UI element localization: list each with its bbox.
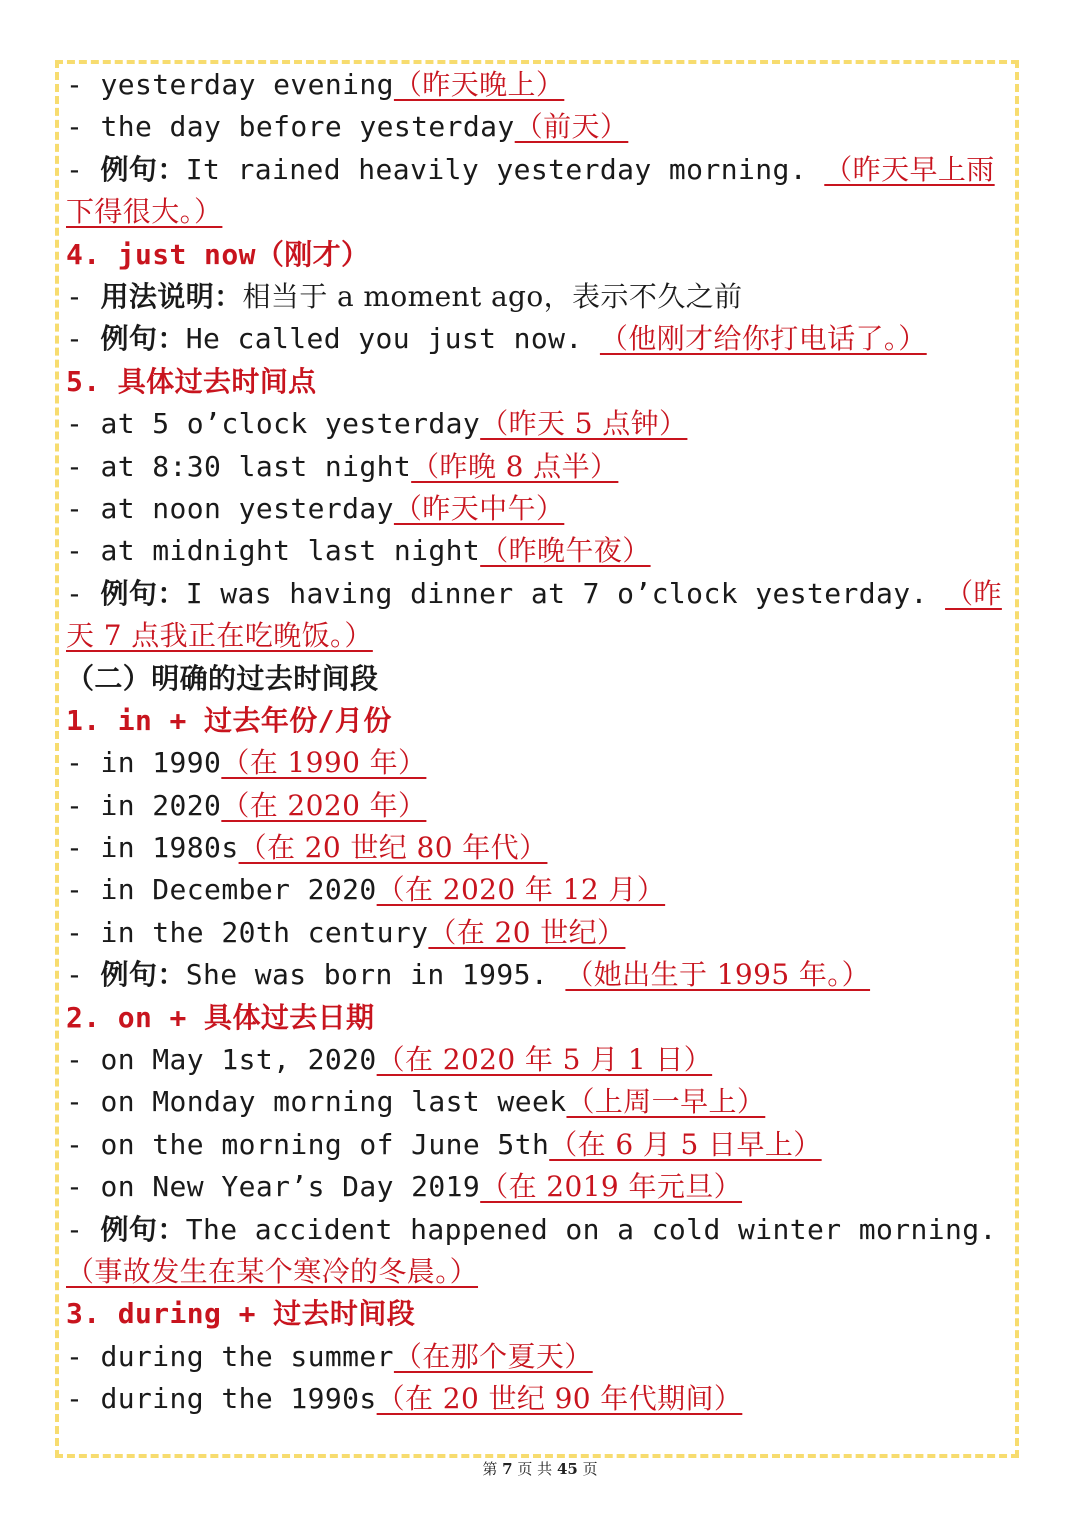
doc-line-item: [66, 64, 1018, 106]
phrase-text: - on the morning of June 5th: [66, 1127, 550, 1161]
translation-answer: （昨天中午）: [393, 491, 565, 525]
dash: -: [66, 576, 101, 610]
phrase-text: - during the summer: [66, 1339, 394, 1373]
doc-line-item: [66, 742, 1018, 784]
phrase-text: - yesterday evening: [66, 68, 394, 101]
phrase-text: - at 5 o’clock yesterday: [66, 407, 481, 441]
phrase-text: - in the 20th century: [66, 915, 429, 949]
doc-line-item: [66, 827, 1018, 869]
example-label: 例句：: [100, 1212, 186, 1246]
example-label: 例句：: [100, 322, 186, 356]
doc-line-example: [66, 954, 1018, 996]
translation-answer: （昨天早上雨下得很大。）: [66, 152, 995, 229]
doc-line-example: [66, 149, 1018, 234]
dash: -: [66, 958, 101, 992]
translation-answer: （前天）: [514, 110, 629, 144]
part-title: （二）明确的过去时间段: [66, 661, 379, 695]
doc-line-example: [66, 573, 1018, 658]
translation-answer: （在 20 世纪 90 年代期间）: [376, 1382, 743, 1416]
translation-answer: （在 1990 年）: [221, 746, 427, 780]
dash: -: [66, 279, 101, 313]
spacer: [928, 577, 945, 610]
example-sentence: I was having dinner at 7 o’clock yesterday.: [185, 576, 928, 610]
translation-answer: （在 20 世纪）: [428, 915, 626, 949]
doc-line-item: [66, 1124, 1018, 1166]
doc-line-heading: [66, 700, 1018, 742]
phrase-text: - during the 1990s: [66, 1382, 377, 1416]
doc-line-item: [66, 106, 1018, 148]
phrase-text: - on New Year’s Day 2019: [66, 1170, 481, 1204]
translation-answer: （昨天 7 点我正在吃晚饭。）: [66, 576, 1002, 653]
translation-answer: （昨晚午夜）: [480, 534, 651, 568]
footer-page-number: 7: [502, 1460, 513, 1478]
example-sentence: It rained heavily yesterday morning.: [185, 152, 807, 186]
footer-total-pages: 45: [556, 1460, 578, 1478]
doc-line-item: [66, 446, 1018, 488]
translation-answer: （在 6 月 5 日早上）: [549, 1127, 822, 1161]
doc-line-item: [66, 1378, 1018, 1420]
doc-line-section: [66, 658, 1018, 700]
doc-line-item: [66, 785, 1018, 827]
phrase-text: - at 8:30 last night: [66, 449, 412, 483]
doc-line-heading: [66, 997, 1018, 1039]
translation-answer: （在 20 世纪 80 年代）: [238, 831, 548, 865]
spacer: [548, 958, 565, 991]
footer-suffix: 页: [582, 1460, 598, 1478]
doc-line-heading: [66, 361, 1018, 403]
footer-prefix: 第: [482, 1460, 498, 1478]
doc-line-usage: [66, 276, 1018, 318]
doc-line-item: [66, 488, 1018, 530]
doc-line-item: [66, 912, 1018, 954]
phrase-text: - at noon yesterday: [66, 491, 394, 525]
section-heading: 4. just now（刚才）: [66, 237, 370, 271]
doc-line-heading: [66, 1293, 1018, 1335]
phrase-text: - in 1990: [66, 746, 222, 780]
example-label: 例句：: [100, 958, 186, 992]
phrase-text: - at midnight last night: [66, 534, 481, 568]
phrase-text: - in 1980s: [66, 831, 239, 865]
dash: -: [66, 1212, 101, 1246]
doc-line-example: [66, 318, 1018, 360]
doc-line-item: [66, 403, 1018, 445]
section-heading: 1. in + 过去年份/月份: [66, 703, 392, 737]
page-footer: [0, 1458, 1080, 1479]
phrase-text: - on May 1st, 2020: [66, 1043, 377, 1077]
doc-line-item: [66, 1039, 1018, 1081]
translation-answer: （在 2020 年）: [221, 788, 427, 822]
translation-answer: （事故发生在某个寒冷的冬晨。）: [66, 1255, 479, 1289]
section-heading: 5. 具体过去时间点: [66, 364, 317, 398]
section-heading: 2. on + 具体过去日期: [66, 1000, 375, 1034]
phrase-text: - the day before yesterday: [66, 110, 515, 144]
spacer: [583, 322, 600, 355]
document-body: [66, 64, 1018, 1421]
example-label: 例句：: [100, 152, 186, 186]
usage-label: 用法说明：: [100, 279, 243, 313]
translation-answer: （昨天晚上）: [393, 68, 565, 101]
translation-answer: （昨天 5 点钟）: [480, 407, 688, 441]
doc-line-item: [66, 869, 1018, 911]
doc-line-item: [66, 1336, 1018, 1378]
translation-answer: （在 2019 年元旦）: [480, 1170, 743, 1204]
doc-line-item: [66, 1081, 1018, 1123]
phrase-text: - on Monday morning last week: [66, 1085, 567, 1119]
dash: -: [66, 322, 101, 356]
translation-answer: （在 2020 年 5 月 1 日）: [376, 1043, 713, 1077]
translation-answer: （上周一早上）: [566, 1085, 766, 1119]
translation-answer: （昨晚 8 点半）: [411, 449, 619, 483]
translation-answer: （在 2020 年 12 月）: [376, 873, 666, 907]
phrase-text: - in December 2020: [66, 873, 377, 907]
footer-middle: 页 共: [517, 1460, 553, 1478]
example-sentence: The accident happened on a cold winter morning.: [185, 1212, 997, 1246]
example-sentence: He called you just now.: [185, 322, 583, 356]
doc-line-heading: [66, 234, 1018, 276]
section-heading: 3. during + 过去时间段: [66, 1297, 416, 1331]
translation-answer: （她出生于 1995 年。）: [565, 958, 871, 992]
doc-line-item: [66, 1166, 1018, 1208]
doc-line-example: [66, 1209, 1018, 1294]
translation-answer: （在那个夏天）: [393, 1339, 593, 1373]
usage-text: 相当于 a moment ago，表示不久之前: [242, 279, 743, 313]
example-sentence: She was born in 1995.: [185, 958, 549, 992]
phrase-text: - in 2020: [66, 788, 222, 822]
dash: -: [66, 152, 101, 186]
doc-line-item: [66, 530, 1018, 572]
spacer: [807, 153, 824, 186]
example-label: 例句：: [100, 576, 186, 610]
translation-answer: （他刚才给你打电话了。）: [599, 322, 927, 356]
